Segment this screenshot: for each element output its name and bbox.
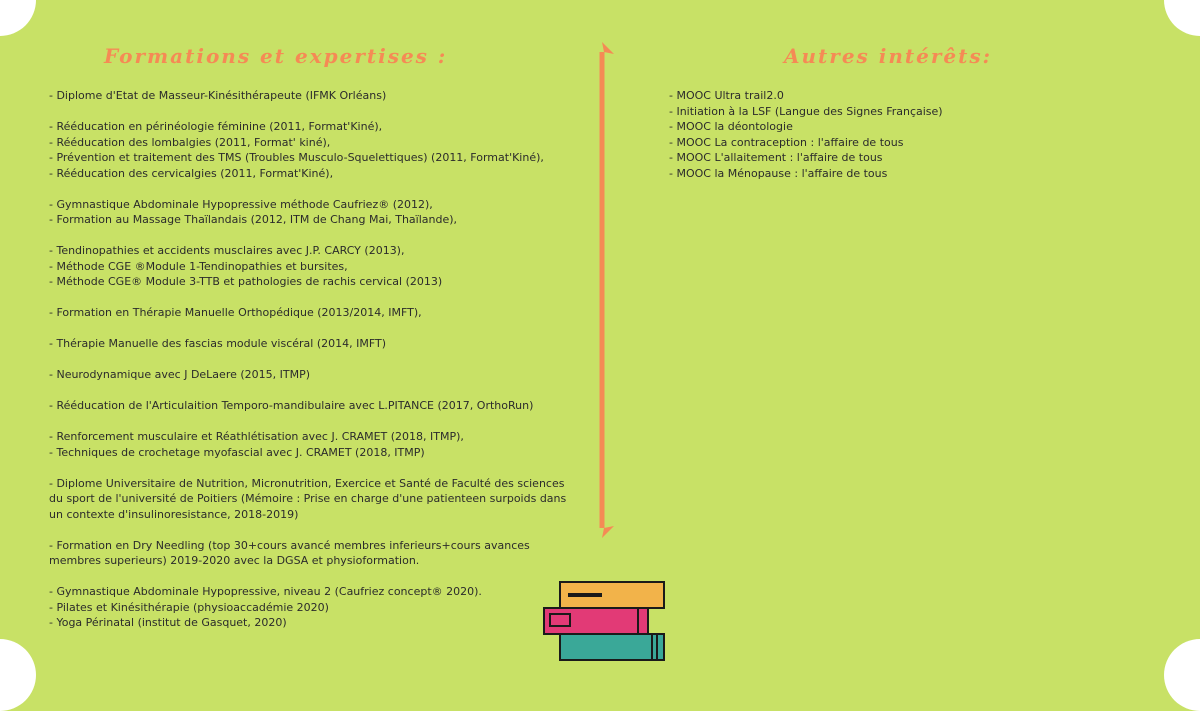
corner-decoration-bottom-left xyxy=(0,639,36,711)
formation-item: - Rééducation des cervicalgies (2011, Format'Kiné), xyxy=(49,166,334,180)
autres-interets-heading: Autres intérêts: xyxy=(784,44,993,68)
list-spacer xyxy=(49,352,569,368)
formation-item: - Rééducation en périnéologie féminine (2011, Format'Kiné), xyxy=(49,120,383,133)
corner-decoration-top-left xyxy=(0,0,36,36)
formation-item: - Rééducation des lombalgies (2011, Format' kiné), xyxy=(49,135,331,149)
interet-item: - MOOC L'allaitement : l'affaire de tous xyxy=(669,151,883,164)
list-spacer xyxy=(49,383,569,399)
list-spacer xyxy=(49,414,569,430)
list-spacer xyxy=(49,181,569,197)
formation-item: - Pilates et Kinésithérapie (physioaccadémie 2020) xyxy=(49,600,329,614)
interet-item: - MOOC La contraception : l'affaire de tous xyxy=(669,135,904,149)
list-spacer xyxy=(49,569,569,585)
formation-item: - Yoga Périnatal (institut de Gasquet, 2020) xyxy=(49,616,287,629)
list-spacer xyxy=(49,104,569,120)
formation-item: - Gymnastique Abdominale Hypopressive méthode Caufriez® (2012), xyxy=(49,197,433,211)
formation-item: - Diplome d'Etat de Masseur-Kinésithérapeute (IFMK Orléans) xyxy=(49,89,387,102)
formations-list xyxy=(49,88,569,631)
formation-item: - Gymnastique Abdominale Hypopressive, niveau 2 (Caufriez concept® 2020). xyxy=(49,585,482,598)
formation-item: - Renforcement musculaire et Réathlétisation avec J. CRAMET (2018, ITMP), xyxy=(49,430,464,443)
formation-item: - Formation au Massage Thaïlandais (2012, ITM de Chang Mai, Thaïlande), xyxy=(49,213,458,226)
formation-item: - Méthode CGE ®Module 1-Tendinopathies et bursites, xyxy=(49,259,348,273)
autres-interets-list xyxy=(669,88,1069,181)
list-spacer xyxy=(49,522,569,538)
interet-item: - MOOC Ultra trail2.0 xyxy=(669,89,784,102)
formation-item: - Méthode CGE® Module 3-TTB et pathologies de rachis cervical (2013) xyxy=(49,275,443,288)
formations-heading: Formations et expertises : xyxy=(104,44,448,68)
formation-item: - Neurodynamique avec J DeLaere (2015, ITMP) xyxy=(49,368,311,381)
list-spacer xyxy=(49,290,569,306)
formation-item: - Rééducation de l'Articulaition Temporo-mandibulaire avec L.PITANCE (2017, OrthoRun) xyxy=(49,399,534,412)
corner-decoration-top-right xyxy=(1164,0,1200,36)
interet-item: - MOOC la déontologie xyxy=(669,120,793,133)
interet-item: - MOOC la Ménopause : l'affaire de tous xyxy=(669,166,888,180)
formation-item: - Prévention et traitement des TMS (Troubles Musculo-Squelettiques) (2011, Format'Kiné), xyxy=(49,151,544,164)
formation-item: - Tendinopathies et accidents musclaires avec J.P. CARCY (2013), xyxy=(49,244,405,257)
formation-item: - Diplome Universitaire de Nutrition, Micronutrition, Exercice et Santé de Faculté des sciences du sport de l'université de Poitiers (Mémoire : Prise en charge d'une patienteen surpoids dans un contexte d'insulinoresistance, 2018-2019) xyxy=(49,476,567,521)
formation-item: - Formation en Dry Needling (top 30+cours avancé membres inferieurs+cours avances membres superieurs) 2019-2020 avec la DGSA et physioformation. xyxy=(49,538,530,567)
corner-decoration-bottom-right xyxy=(1164,639,1200,711)
list-spacer xyxy=(49,228,569,244)
list-spacer xyxy=(49,321,569,337)
double-arrow-vertical-icon xyxy=(590,40,620,540)
stack-of-books-icon xyxy=(540,578,670,664)
formation-item: - Formation en Thérapie Manuelle Orthopédique (2013/2014, IMFT), xyxy=(49,306,422,319)
formation-item: - Thérapie Manuelle des fascias module viscéral (2014, IMFT) xyxy=(49,337,387,350)
list-spacer xyxy=(49,460,569,476)
interet-item: - Initiation à la LSF (Langue des Signes Française) xyxy=(669,104,943,118)
formation-item: - Techniques de crochetage myofascial avec J. CRAMET (2018, ITMP) xyxy=(49,445,425,459)
